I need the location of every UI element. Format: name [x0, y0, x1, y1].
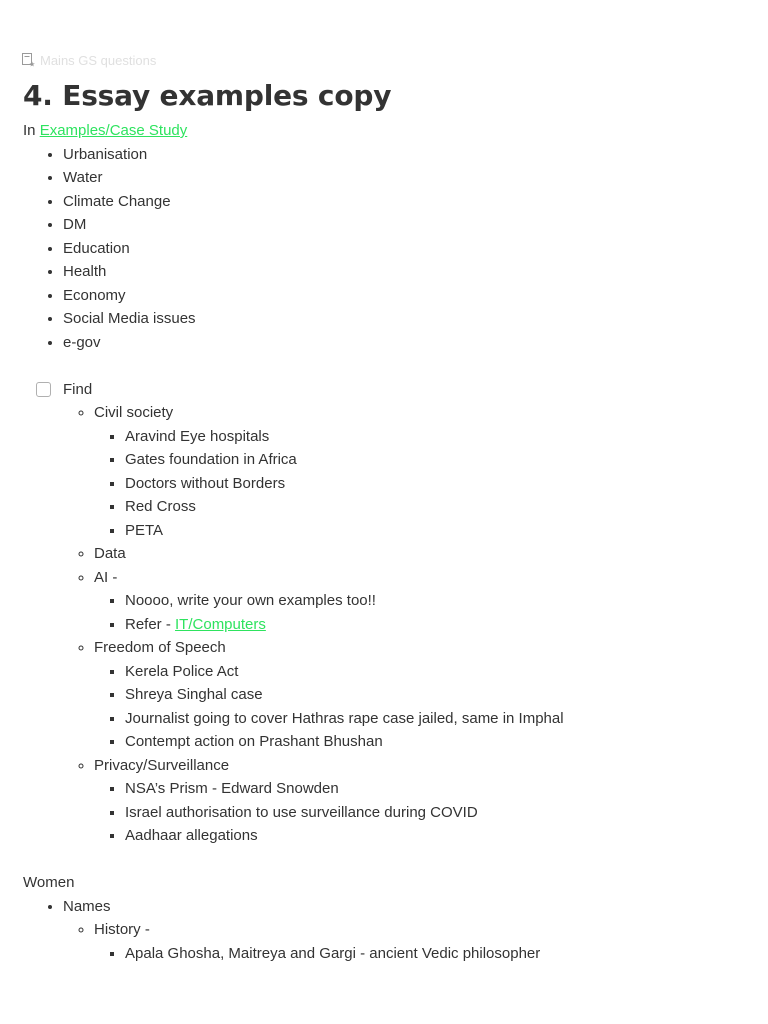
list-item-label: History -: [94, 921, 150, 938]
women-list: [23, 895, 743, 966]
list-item: ▪ Apala Ghosha, Maitreya and Gargi - ancient Vedic philosopher: [125, 942, 743, 966]
breadcrumb-label[interactable]: Mains GS questions: [40, 52, 157, 68]
list-item-privacy: [94, 754, 743, 848]
list-item: ▪ Noooo, write your own examples too!!: [125, 589, 743, 613]
list-item: • Social Media issues: [63, 307, 743, 331]
todo-label: Find: [63, 380, 93, 398]
refer-link[interactable]: IT/Computers: [175, 615, 266, 633]
list-item: • Education: [63, 237, 743, 261]
list-item: ▪ Aravind Eye hospitals: [125, 425, 743, 449]
list-item: ▪ Red Cross: [125, 495, 743, 519]
spacer: [23, 354, 743, 378]
list-item: ▪ Contempt action on Prashant Bhushan: [125, 730, 743, 754]
list-item: ▪ Shreya Singhal case: [125, 683, 743, 707]
find-checkbox[interactable]: [36, 382, 51, 397]
todo-item-find: [63, 378, 743, 848]
list-item-label: Civil society: [94, 404, 174, 421]
list-item-refer: [125, 613, 743, 637]
list-item: • Water: [63, 166, 743, 190]
list-item-label: AI -: [94, 568, 118, 586]
list-item: • DM: [63, 213, 743, 237]
list-item: • Economy: [63, 284, 743, 308]
list-item-history: [94, 918, 743, 965]
list-item: • Urbanisation: [63, 143, 743, 167]
list-item: • Climate Change: [63, 190, 743, 214]
list-item: ▪ Israel authorisation to use surveillance during COVID: [125, 801, 743, 825]
list-item-label: Privacy/Surveillance: [94, 756, 230, 774]
find-sublist: [63, 401, 743, 848]
list-item-label: Names: [63, 897, 111, 915]
civil-society-list: [94, 425, 743, 543]
list-item-civil-society: [94, 401, 743, 542]
refer-prefix: Refer -: [125, 615, 176, 633]
list-item: ▪ Journalist going to cover Hathras rape case jailed, same in Imphal: [125, 707, 743, 731]
list-item: • Health: [63, 260, 743, 284]
list-item: ▪ Aadhaar allegations: [125, 824, 743, 848]
category-prefix: In: [23, 122, 40, 139]
category-link[interactable]: Examples/Case Study: [39, 122, 188, 139]
list-item-speech: [94, 636, 743, 754]
list-item-data: ◦ Data: [94, 542, 743, 566]
spacer: [23, 848, 743, 872]
todo-list: [23, 378, 743, 848]
category-line: [23, 119, 743, 143]
privacy-list: [94, 777, 743, 848]
list-item: ▪ Doctors without Borders: [125, 472, 743, 496]
speech-list: [94, 660, 743, 754]
page-icon: [22, 53, 34, 67]
ai-list: [94, 589, 743, 636]
page-content: [23, 119, 743, 965]
topics-list: [23, 143, 743, 355]
history-list: [94, 942, 743, 966]
svg-text:★: ★: [29, 60, 36, 69]
breadcrumb[interactable]: [22, 52, 156, 68]
list-item-ai: [94, 566, 743, 637]
list-item: ▪ Gates foundation in Africa: [125, 448, 743, 472]
list-item: ▪ Kerela Police Act: [125, 660, 743, 684]
list-item: ▪ NSA’s Prism - Edward Snowden: [125, 777, 743, 801]
page-title: 4. Essay examples copy: [23, 79, 392, 112]
names-sublist: [63, 918, 743, 965]
list-item-label: Freedom of Speech: [94, 639, 226, 656]
list-item: ▪ PETA: [125, 519, 743, 543]
women-heading: Women: [23, 874, 75, 891]
list-item: • e-gov: [63, 331, 743, 355]
list-item-names: [63, 895, 743, 966]
